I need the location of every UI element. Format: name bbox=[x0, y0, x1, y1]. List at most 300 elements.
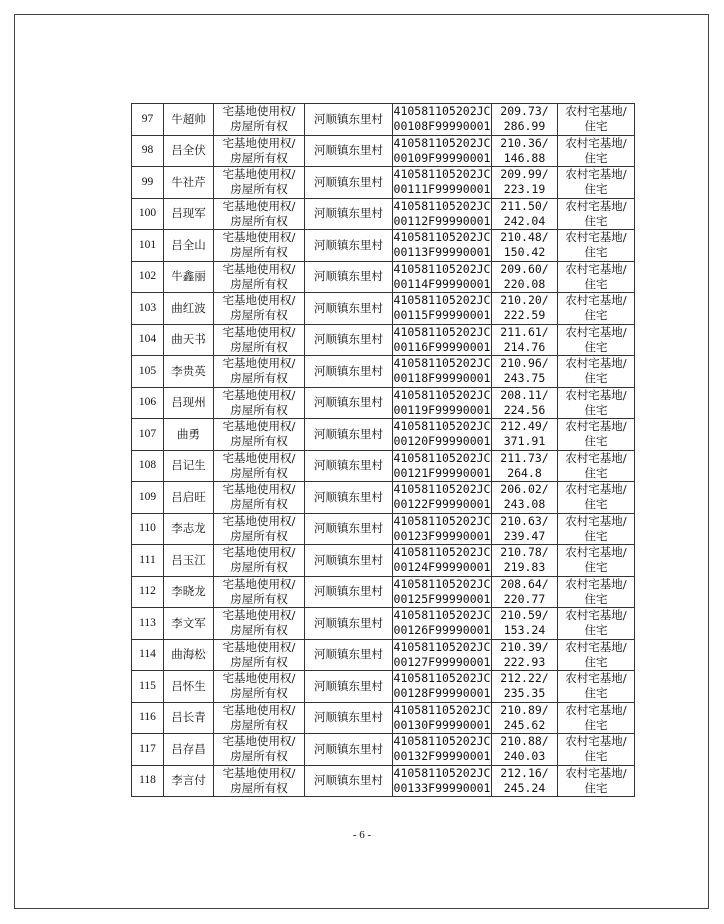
area-line-2: 220.77 bbox=[503, 591, 546, 606]
land-use-cell bbox=[558, 576, 635, 608]
row-number-cell: 98 bbox=[132, 135, 164, 167]
right-type-cell bbox=[214, 639, 305, 671]
unit-code-line-1: 410581105202JC bbox=[393, 671, 491, 686]
right-type-line-1: 宅基地使用权/ bbox=[222, 324, 296, 339]
right-type-cell bbox=[214, 261, 305, 293]
row-number-cell: 107 bbox=[132, 419, 164, 451]
unit-code-cell bbox=[393, 576, 492, 608]
unit-code-cell bbox=[393, 450, 492, 482]
area-line-1: 211.61/ bbox=[500, 324, 549, 339]
row-number-cell: 108 bbox=[132, 450, 164, 482]
right-type-line-1: 宅基地使用权/ bbox=[222, 513, 296, 528]
location-cell: 河顺镇东里村 bbox=[305, 482, 393, 514]
owner-name-cell: 曲天书 bbox=[164, 324, 214, 356]
owner-name-cell: 吕存昌 bbox=[164, 734, 214, 766]
land-use-line-1: 农村宅基地/ bbox=[565, 419, 627, 434]
right-type-line-2: 房屋所有权 bbox=[230, 245, 288, 260]
table-row bbox=[132, 734, 635, 766]
area-line-2: 239.47 bbox=[503, 528, 546, 543]
unit-code-line-2: 00123F99990001 bbox=[393, 528, 491, 543]
unit-code-line-1: 410581105202JC bbox=[393, 230, 491, 245]
land-use-line-2: 住宅 bbox=[584, 182, 608, 197]
right-type-cell bbox=[214, 608, 305, 640]
land-use-line-1: 农村宅基地/ bbox=[565, 608, 627, 623]
right-type-cell bbox=[214, 702, 305, 734]
owner-name-cell: 吕怀生 bbox=[164, 671, 214, 703]
land-use-line-2: 住宅 bbox=[584, 497, 608, 512]
land-use-line-2: 住宅 bbox=[584, 686, 608, 701]
table-row bbox=[132, 671, 635, 703]
area-line-1: 210.59/ bbox=[500, 608, 549, 623]
row-number-cell: 114 bbox=[132, 639, 164, 671]
unit-code-cell bbox=[393, 608, 492, 640]
area-line-2: 264.8 bbox=[507, 465, 542, 480]
right-type-cell bbox=[214, 545, 305, 577]
land-use-line-2: 住宅 bbox=[584, 402, 608, 417]
unit-code-line-1: 410581105202JC bbox=[393, 545, 491, 560]
table-row bbox=[132, 576, 635, 608]
unit-code-line-2: 00115F99990001 bbox=[393, 308, 491, 323]
area-cell bbox=[492, 639, 558, 671]
location-cell: 河顺镇东里村 bbox=[305, 513, 393, 545]
unit-code-cell bbox=[393, 513, 492, 545]
right-type-line-2: 房屋所有权 bbox=[230, 717, 288, 732]
area-line-2: 243.75 bbox=[503, 371, 546, 386]
area-cell bbox=[492, 261, 558, 293]
right-type-line-1: 宅基地使用权/ bbox=[222, 576, 296, 591]
row-number-cell: 97 bbox=[132, 104, 164, 136]
location-cell: 河顺镇东里村 bbox=[305, 135, 393, 167]
unit-code-cell bbox=[393, 230, 492, 262]
area-line-1: 209.73/ bbox=[500, 104, 549, 119]
land-use-cell bbox=[558, 765, 635, 797]
registry-table-body bbox=[132, 104, 635, 797]
table-row bbox=[132, 513, 635, 545]
owner-name-cell: 吕记生 bbox=[164, 450, 214, 482]
right-type-line-2: 房屋所有权 bbox=[230, 497, 288, 512]
right-type-line-1: 宅基地使用权/ bbox=[222, 230, 296, 245]
unit-code-cell bbox=[393, 293, 492, 325]
right-type-line-1: 宅基地使用权/ bbox=[222, 135, 296, 150]
land-use-line-2: 住宅 bbox=[584, 560, 608, 575]
area-line-1: 209.99/ bbox=[500, 167, 549, 182]
location-cell: 河顺镇东里村 bbox=[305, 450, 393, 482]
right-type-cell bbox=[214, 387, 305, 419]
table-row bbox=[132, 702, 635, 734]
right-type-line-1: 宅基地使用权/ bbox=[222, 482, 296, 497]
unit-code-line-2: 00127F99990001 bbox=[393, 654, 491, 669]
area-line-1: 210.88/ bbox=[500, 734, 549, 749]
right-type-line-2: 房屋所有权 bbox=[230, 686, 288, 701]
land-use-line-1: 农村宅基地/ bbox=[565, 765, 627, 780]
location-cell: 河顺镇东里村 bbox=[305, 702, 393, 734]
area-line-2: 245.24 bbox=[503, 780, 546, 795]
location-cell: 河顺镇东里村 bbox=[305, 671, 393, 703]
right-type-line-2: 房屋所有权 bbox=[230, 528, 288, 543]
area-cell bbox=[492, 482, 558, 514]
location-cell: 河顺镇东里村 bbox=[305, 261, 393, 293]
location-cell: 河顺镇东里村 bbox=[305, 356, 393, 388]
owner-name-cell: 吕长青 bbox=[164, 702, 214, 734]
area-line-1: 211.50/ bbox=[500, 198, 549, 213]
right-type-cell bbox=[214, 482, 305, 514]
owner-name-cell: 牛超帅 bbox=[164, 104, 214, 136]
area-cell bbox=[492, 734, 558, 766]
row-number-cell: 103 bbox=[132, 293, 164, 325]
unit-code-line-1: 410581105202JC bbox=[393, 167, 491, 182]
unit-code-line-2: 00125F99990001 bbox=[393, 591, 491, 606]
table-row bbox=[132, 324, 635, 356]
area-line-1: 210.39/ bbox=[500, 639, 549, 654]
unit-code-cell bbox=[393, 482, 492, 514]
unit-code-cell bbox=[393, 545, 492, 577]
area-cell bbox=[492, 608, 558, 640]
table-row bbox=[132, 104, 635, 136]
owner-name-cell: 吕玉江 bbox=[164, 545, 214, 577]
unit-code-line-1: 410581105202JC bbox=[393, 293, 491, 308]
land-use-line-1: 农村宅基地/ bbox=[565, 261, 627, 276]
row-number-cell: 118 bbox=[132, 765, 164, 797]
owner-name-cell: 吕现州 bbox=[164, 387, 214, 419]
land-use-cell bbox=[558, 230, 635, 262]
land-use-line-2: 住宅 bbox=[584, 591, 608, 606]
unit-code-cell bbox=[393, 356, 492, 388]
area-line-2: 245.62 bbox=[503, 717, 546, 732]
row-number-cell: 113 bbox=[132, 608, 164, 640]
land-use-line-1: 农村宅基地/ bbox=[565, 293, 627, 308]
land-use-line-1: 农村宅基地/ bbox=[565, 702, 627, 717]
right-type-line-2: 房屋所有权 bbox=[230, 213, 288, 228]
unit-code-cell bbox=[393, 167, 492, 199]
unit-code-line-1: 410581105202JC bbox=[393, 576, 491, 591]
land-use-line-2: 住宅 bbox=[584, 371, 608, 386]
right-type-line-2: 房屋所有权 bbox=[230, 182, 288, 197]
unit-code-cell bbox=[393, 765, 492, 797]
right-type-line-1: 宅基地使用权/ bbox=[222, 293, 296, 308]
right-type-line-2: 房屋所有权 bbox=[230, 465, 288, 480]
row-number-cell: 104 bbox=[132, 324, 164, 356]
location-cell: 河顺镇东里村 bbox=[305, 104, 393, 136]
unit-code-line-2: 00111F99990001 bbox=[393, 182, 491, 197]
location-cell: 河顺镇东里村 bbox=[305, 734, 393, 766]
unit-code-line-1: 410581105202JC bbox=[393, 198, 491, 213]
owner-name-cell: 曲海松 bbox=[164, 639, 214, 671]
registry-table bbox=[131, 103, 635, 797]
area-cell bbox=[492, 293, 558, 325]
owner-name-cell: 牛鑫丽 bbox=[164, 261, 214, 293]
land-use-line-2: 住宅 bbox=[584, 308, 608, 323]
area-cell bbox=[492, 167, 558, 199]
land-use-line-2: 住宅 bbox=[584, 213, 608, 228]
unit-code-line-1: 410581105202JC bbox=[393, 261, 491, 276]
unit-code-line-2: 00109F99990001 bbox=[393, 150, 491, 165]
owner-name-cell: 曲红波 bbox=[164, 293, 214, 325]
right-type-cell bbox=[214, 513, 305, 545]
land-use-cell bbox=[558, 419, 635, 451]
table-row bbox=[132, 356, 635, 388]
right-type-line-2: 房屋所有权 bbox=[230, 560, 288, 575]
right-type-line-1: 宅基地使用权/ bbox=[222, 167, 296, 182]
right-type-line-2: 房屋所有权 bbox=[230, 339, 288, 354]
land-use-cell bbox=[558, 104, 635, 136]
owner-name-cell: 曲勇 bbox=[164, 419, 214, 451]
land-use-cell bbox=[558, 261, 635, 293]
right-type-line-2: 房屋所有权 bbox=[230, 591, 288, 606]
land-use-cell bbox=[558, 167, 635, 199]
owner-name-cell: 李晓龙 bbox=[164, 576, 214, 608]
right-type-cell bbox=[214, 167, 305, 199]
right-type-line-1: 宅基地使用权/ bbox=[222, 639, 296, 654]
unit-code-line-2: 00122F99990001 bbox=[393, 497, 491, 512]
area-line-2: 222.59 bbox=[503, 308, 546, 323]
area-line-1: 208.64/ bbox=[500, 576, 549, 591]
unit-code-line-1: 410581105202JC bbox=[393, 104, 491, 119]
land-use-line-2: 住宅 bbox=[584, 528, 608, 543]
unit-code-line-1: 410581105202JC bbox=[393, 639, 491, 654]
location-cell: 河顺镇东里村 bbox=[305, 230, 393, 262]
land-use-line-1: 农村宅基地/ bbox=[565, 167, 627, 182]
unit-code-line-2: 00133F99990001 bbox=[393, 780, 491, 795]
land-use-cell bbox=[558, 198, 635, 230]
land-use-cell bbox=[558, 608, 635, 640]
table-row bbox=[132, 261, 635, 293]
right-type-line-1: 宅基地使用权/ bbox=[222, 450, 296, 465]
land-use-line-2: 住宅 bbox=[584, 119, 608, 134]
right-type-cell bbox=[214, 450, 305, 482]
table-row bbox=[132, 765, 635, 797]
right-type-line-1: 宅基地使用权/ bbox=[222, 545, 296, 560]
area-cell bbox=[492, 419, 558, 451]
right-type-cell bbox=[214, 576, 305, 608]
area-cell bbox=[492, 671, 558, 703]
location-cell: 河顺镇东里村 bbox=[305, 576, 393, 608]
land-use-line-1: 农村宅基地/ bbox=[565, 639, 627, 654]
right-type-cell bbox=[214, 135, 305, 167]
unit-code-line-1: 410581105202JC bbox=[393, 450, 491, 465]
unit-code-cell bbox=[393, 419, 492, 451]
owner-name-cell: 吕全伏 bbox=[164, 135, 214, 167]
area-cell bbox=[492, 135, 558, 167]
area-line-2: 286.99 bbox=[503, 119, 546, 134]
row-number-cell: 109 bbox=[132, 482, 164, 514]
unit-code-line-1: 410581105202JC bbox=[393, 765, 491, 780]
right-type-line-2: 房屋所有权 bbox=[230, 434, 288, 449]
row-number-cell: 102 bbox=[132, 261, 164, 293]
land-use-cell bbox=[558, 135, 635, 167]
table-row bbox=[132, 135, 635, 167]
location-cell: 河顺镇东里村 bbox=[305, 765, 393, 797]
area-line-2: 371.91 bbox=[503, 434, 546, 449]
owner-name-cell: 李言付 bbox=[164, 765, 214, 797]
right-type-cell bbox=[214, 671, 305, 703]
land-use-line-2: 住宅 bbox=[584, 276, 608, 291]
land-use-line-1: 农村宅基地/ bbox=[565, 387, 627, 402]
row-number-cell: 112 bbox=[132, 576, 164, 608]
area-line-1: 210.63/ bbox=[500, 513, 549, 528]
table-row bbox=[132, 293, 635, 325]
right-type-line-1: 宅基地使用权/ bbox=[222, 387, 296, 402]
unit-code-line-2: 00124F99990001 bbox=[393, 560, 491, 575]
land-use-cell bbox=[558, 482, 635, 514]
table-row bbox=[132, 387, 635, 419]
area-line-1: 210.48/ bbox=[500, 230, 549, 245]
owner-name-cell: 吕现军 bbox=[164, 198, 214, 230]
area-line-1: 210.89/ bbox=[500, 702, 549, 717]
right-type-line-1: 宅基地使用权/ bbox=[222, 356, 296, 371]
unit-code-line-1: 410581105202JC bbox=[393, 513, 491, 528]
unit-code-line-1: 410581105202JC bbox=[393, 387, 491, 402]
table-row bbox=[132, 482, 635, 514]
land-use-cell bbox=[558, 702, 635, 734]
area-cell bbox=[492, 513, 558, 545]
row-number-cell: 111 bbox=[132, 545, 164, 577]
land-use-line-1: 农村宅基地/ bbox=[565, 671, 627, 686]
unit-code-cell bbox=[393, 261, 492, 293]
unit-code-line-2: 00116F99990001 bbox=[393, 339, 491, 354]
owner-name-cell: 吕启旺 bbox=[164, 482, 214, 514]
land-use-line-2: 住宅 bbox=[584, 465, 608, 480]
row-number-cell: 110 bbox=[132, 513, 164, 545]
unit-code-line-2: 00121F99990001 bbox=[393, 465, 491, 480]
page-number: - 6 - bbox=[352, 829, 372, 841]
land-use-line-1: 农村宅基地/ bbox=[565, 734, 627, 749]
table-row bbox=[132, 167, 635, 199]
row-number-cell: 105 bbox=[132, 356, 164, 388]
unit-code-line-2: 00112F99990001 bbox=[393, 213, 491, 228]
area-cell bbox=[492, 104, 558, 136]
land-use-cell bbox=[558, 513, 635, 545]
area-line-2: 240.03 bbox=[503, 749, 546, 764]
land-use-line-2: 住宅 bbox=[584, 780, 608, 795]
area-line-1: 210.96/ bbox=[500, 356, 549, 371]
unit-code-cell bbox=[393, 198, 492, 230]
right-type-cell bbox=[214, 198, 305, 230]
area-cell bbox=[492, 230, 558, 262]
unit-code-line-1: 410581105202JC bbox=[393, 608, 491, 623]
right-type-cell bbox=[214, 293, 305, 325]
right-type-line-1: 宅基地使用权/ bbox=[222, 702, 296, 717]
owner-name-cell: 李文军 bbox=[164, 608, 214, 640]
right-type-line-1: 宅基地使用权/ bbox=[222, 765, 296, 780]
location-cell: 河顺镇东里村 bbox=[305, 608, 393, 640]
unit-code-line-2: 00114F99990001 bbox=[393, 276, 491, 291]
unit-code-cell bbox=[393, 702, 492, 734]
area-line-1: 212.16/ bbox=[500, 765, 549, 780]
unit-code-cell bbox=[393, 324, 492, 356]
area-cell bbox=[492, 702, 558, 734]
right-type-line-2: 房屋所有权 bbox=[230, 402, 288, 417]
right-type-cell bbox=[214, 230, 305, 262]
area-line-1: 211.73/ bbox=[500, 450, 549, 465]
unit-code-line-1: 410581105202JC bbox=[393, 734, 491, 749]
right-type-cell bbox=[214, 765, 305, 797]
area-line-1: 208.11/ bbox=[500, 387, 549, 402]
row-number-cell: 100 bbox=[132, 198, 164, 230]
right-type-line-1: 宅基地使用权/ bbox=[222, 104, 296, 119]
land-use-line-1: 农村宅基地/ bbox=[565, 324, 627, 339]
location-cell: 河顺镇东里村 bbox=[305, 198, 393, 230]
right-type-line-2: 房屋所有权 bbox=[230, 371, 288, 386]
land-use-line-1: 农村宅基地/ bbox=[565, 230, 627, 245]
table-row bbox=[132, 198, 635, 230]
location-cell: 河顺镇东里村 bbox=[305, 324, 393, 356]
area-line-2: 224.56 bbox=[503, 402, 546, 417]
right-type-line-1: 宅基地使用权/ bbox=[222, 261, 296, 276]
area-line-2: 243.08 bbox=[503, 497, 546, 512]
table-row bbox=[132, 230, 635, 262]
row-number-cell: 117 bbox=[132, 734, 164, 766]
land-use-cell bbox=[558, 450, 635, 482]
land-use-line-2: 住宅 bbox=[584, 339, 608, 354]
land-use-line-1: 农村宅基地/ bbox=[565, 198, 627, 213]
land-use-line-1: 农村宅基地/ bbox=[565, 545, 627, 560]
owner-name-cell: 李志龙 bbox=[164, 513, 214, 545]
unit-code-line-2: 00132F99990001 bbox=[393, 749, 491, 764]
area-line-1: 210.78/ bbox=[500, 545, 549, 560]
right-type-line-1: 宅基地使用权/ bbox=[222, 671, 296, 686]
unit-code-line-2: 00113F99990001 bbox=[393, 245, 491, 260]
unit-code-line-1: 410581105202JC bbox=[393, 324, 491, 339]
row-number-cell: 116 bbox=[132, 702, 164, 734]
area-line-1: 206.02/ bbox=[500, 482, 549, 497]
right-type-line-2: 房屋所有权 bbox=[230, 654, 288, 669]
land-use-line-2: 住宅 bbox=[584, 717, 608, 732]
row-number-cell: 115 bbox=[132, 671, 164, 703]
location-cell: 河顺镇东里村 bbox=[305, 419, 393, 451]
unit-code-line-2: 00126F99990001 bbox=[393, 623, 491, 638]
unit-code-line-1: 410581105202JC bbox=[393, 356, 491, 371]
right-type-cell bbox=[214, 324, 305, 356]
unit-code-line-2: 00130F99990001 bbox=[393, 717, 491, 732]
right-type-cell bbox=[214, 356, 305, 388]
land-use-line-1: 农村宅基地/ bbox=[565, 482, 627, 497]
unit-code-cell bbox=[393, 734, 492, 766]
right-type-line-2: 房屋所有权 bbox=[230, 780, 288, 795]
location-cell: 河顺镇东里村 bbox=[305, 167, 393, 199]
row-number-cell: 106 bbox=[132, 387, 164, 419]
location-cell: 河顺镇东里村 bbox=[305, 387, 393, 419]
area-line-1: 209.60/ bbox=[500, 261, 549, 276]
land-use-cell bbox=[558, 639, 635, 671]
land-use-cell bbox=[558, 387, 635, 419]
table-row bbox=[132, 419, 635, 451]
right-type-line-2: 房屋所有权 bbox=[230, 276, 288, 291]
right-type-line-2: 房屋所有权 bbox=[230, 150, 288, 165]
unit-code-line-1: 410581105202JC bbox=[393, 135, 491, 150]
land-use-line-1: 农村宅基地/ bbox=[565, 576, 627, 591]
owner-name-cell: 李贵英 bbox=[164, 356, 214, 388]
land-use-line-2: 住宅 bbox=[584, 434, 608, 449]
land-use-line-2: 住宅 bbox=[584, 749, 608, 764]
land-use-cell bbox=[558, 324, 635, 356]
unit-code-line-2: 00119F99990001 bbox=[393, 402, 491, 417]
right-type-cell bbox=[214, 419, 305, 451]
land-use-line-2: 住宅 bbox=[584, 245, 608, 260]
table-row bbox=[132, 450, 635, 482]
area-line-2: 220.08 bbox=[503, 276, 546, 291]
land-use-line-2: 住宅 bbox=[584, 623, 608, 638]
area-cell bbox=[492, 387, 558, 419]
area-line-2: 242.04 bbox=[503, 213, 546, 228]
land-use-cell bbox=[558, 671, 635, 703]
area-line-2: 235.35 bbox=[503, 686, 546, 701]
unit-code-line-2: 00128F99990001 bbox=[393, 686, 491, 701]
land-use-cell bbox=[558, 545, 635, 577]
land-use-line-1: 农村宅基地/ bbox=[565, 450, 627, 465]
area-cell bbox=[492, 450, 558, 482]
land-use-line-1: 农村宅基地/ bbox=[565, 104, 627, 119]
area-line-1: 212.22/ bbox=[500, 671, 549, 686]
